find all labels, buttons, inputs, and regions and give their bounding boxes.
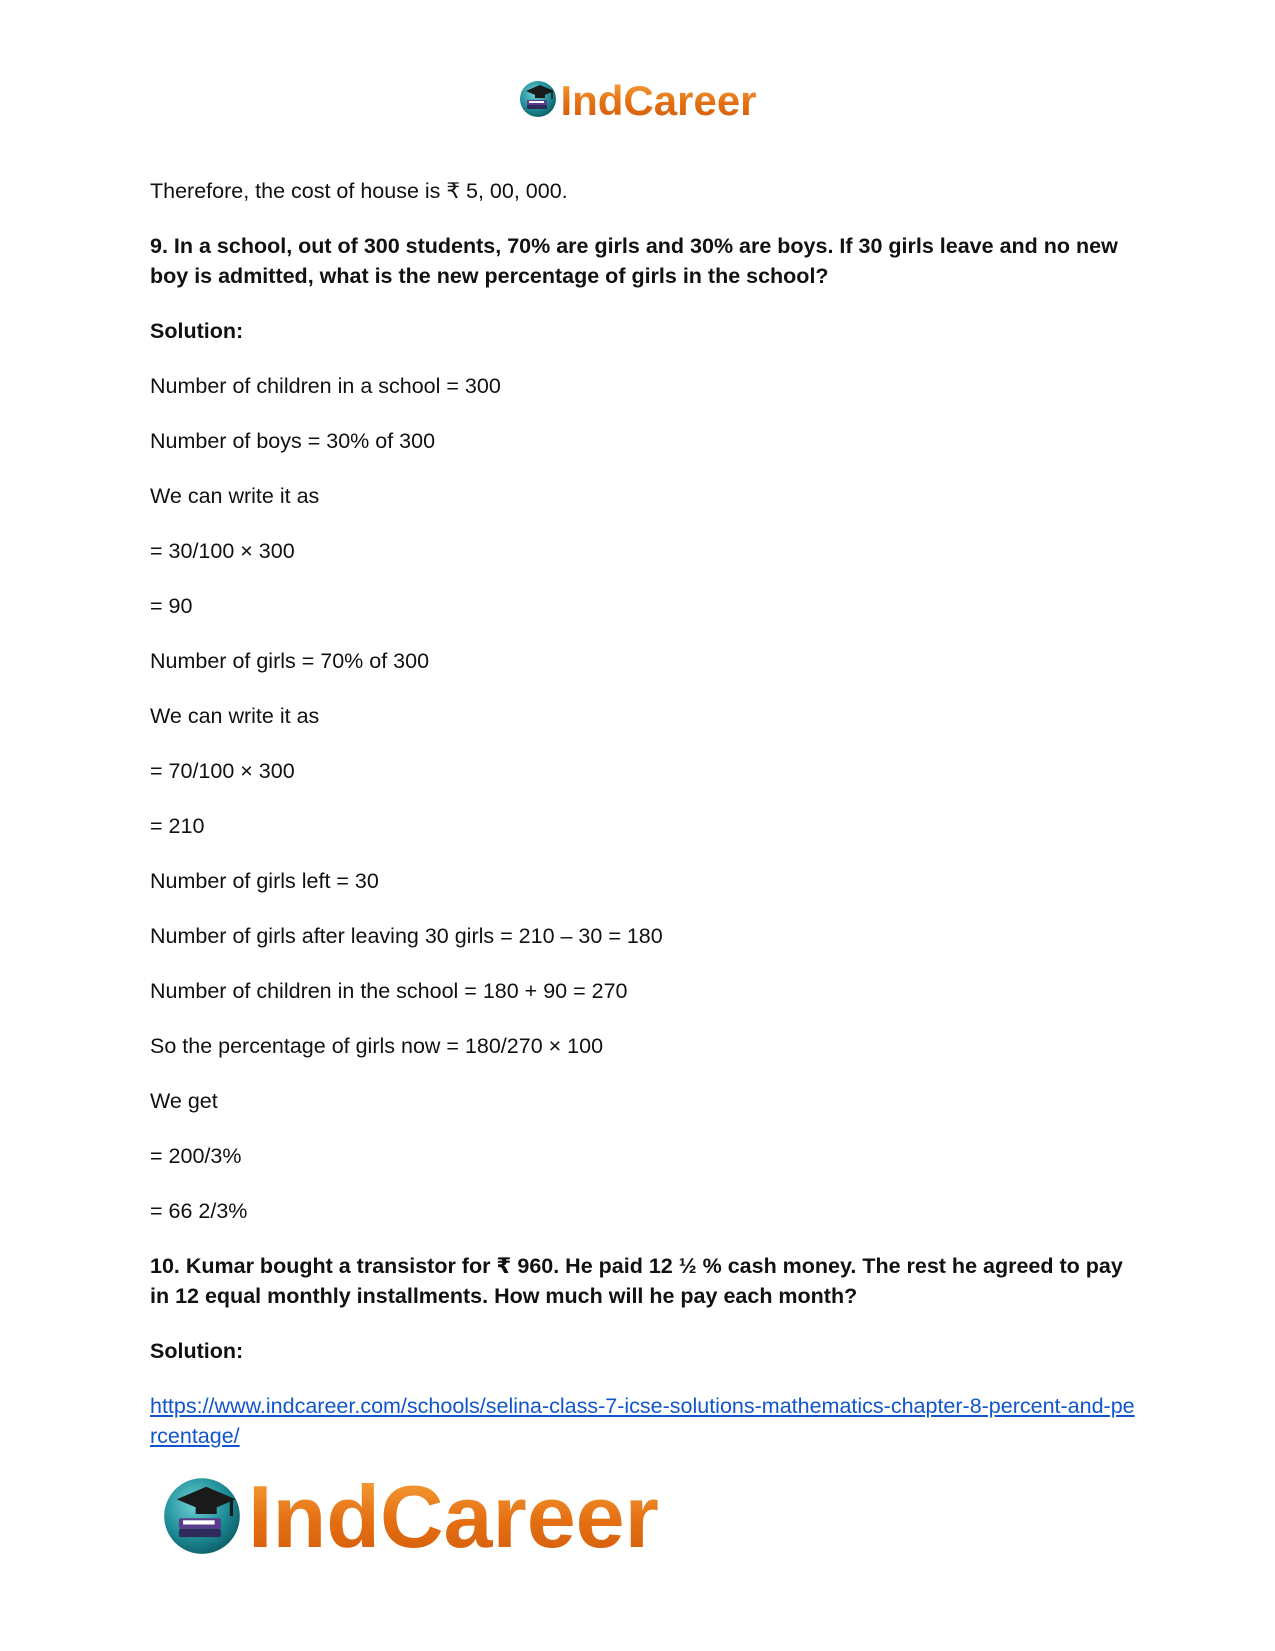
solution-line: We get (150, 1089, 218, 1113)
solution-line: Number of girls after leaving 30 girls = 210 – 30 = 180 (150, 924, 663, 948)
solution-line: = 90 (150, 594, 193, 618)
solution-heading: Solution: (150, 1339, 244, 1363)
main-content (150, 176, 1140, 1451)
solution-line: Number of girls left = 30 (150, 869, 379, 893)
solution-line: = 30/100 × 300 (150, 539, 295, 563)
solution-line: So the percentage of girls now = 180/270 × 100 (150, 1034, 604, 1058)
solution-line: = 210 (150, 814, 205, 838)
logo (518, 78, 756, 123)
footer-logo (160, 1466, 659, 1566)
source-link[interactable]: https://www.indcareer.com/schools/selina-class-7-icse-solutions-mathematics-chapter-8-percent-and-percentage/ (150, 1394, 1135, 1448)
solution-line: Number of children in the school = 180 + 90 = 270 (150, 979, 628, 1003)
solution-line: Number of boys = 30% of 300 (150, 429, 436, 453)
question-9: 9. In a school, out of 300 students, 70% are girls and 30% are boys. If 30 girls leave and no new boy is admitted, what is the new percentage of girls in the school? (150, 234, 1118, 288)
brand-name: IndCareer (560, 76, 757, 124)
solution-line: = 70/100 × 300 (150, 759, 295, 783)
solution-line: Number of children in a school = 300 (150, 374, 501, 398)
header-logo (0, 78, 1275, 123)
paragraph-conclusion: Therefore, the cost of house is ₹ 5, 00, 000. (150, 179, 568, 203)
brand-name: IndCareer (248, 1466, 659, 1566)
solution-line: Number of girls = 70% of 300 (150, 649, 430, 673)
question-10: 10. Kumar bought a transistor for ₹ 960. He paid 12 ½ % cash money. The rest he agreed to pay in 12 equal monthly installments. How much will he pay each month? (150, 1254, 1123, 1308)
solution-line: = 66 2/3% (150, 1199, 248, 1223)
solution-heading: Solution: (150, 319, 244, 343)
solution-line: We can write it as (150, 704, 320, 728)
graduation-cap-book-globe-icon (518, 78, 558, 123)
solution-line: = 200/3% (150, 1144, 242, 1168)
graduation-cap-book-globe-icon (160, 1472, 244, 1561)
logo (160, 1466, 659, 1566)
solution-line: We can write it as (150, 484, 320, 508)
